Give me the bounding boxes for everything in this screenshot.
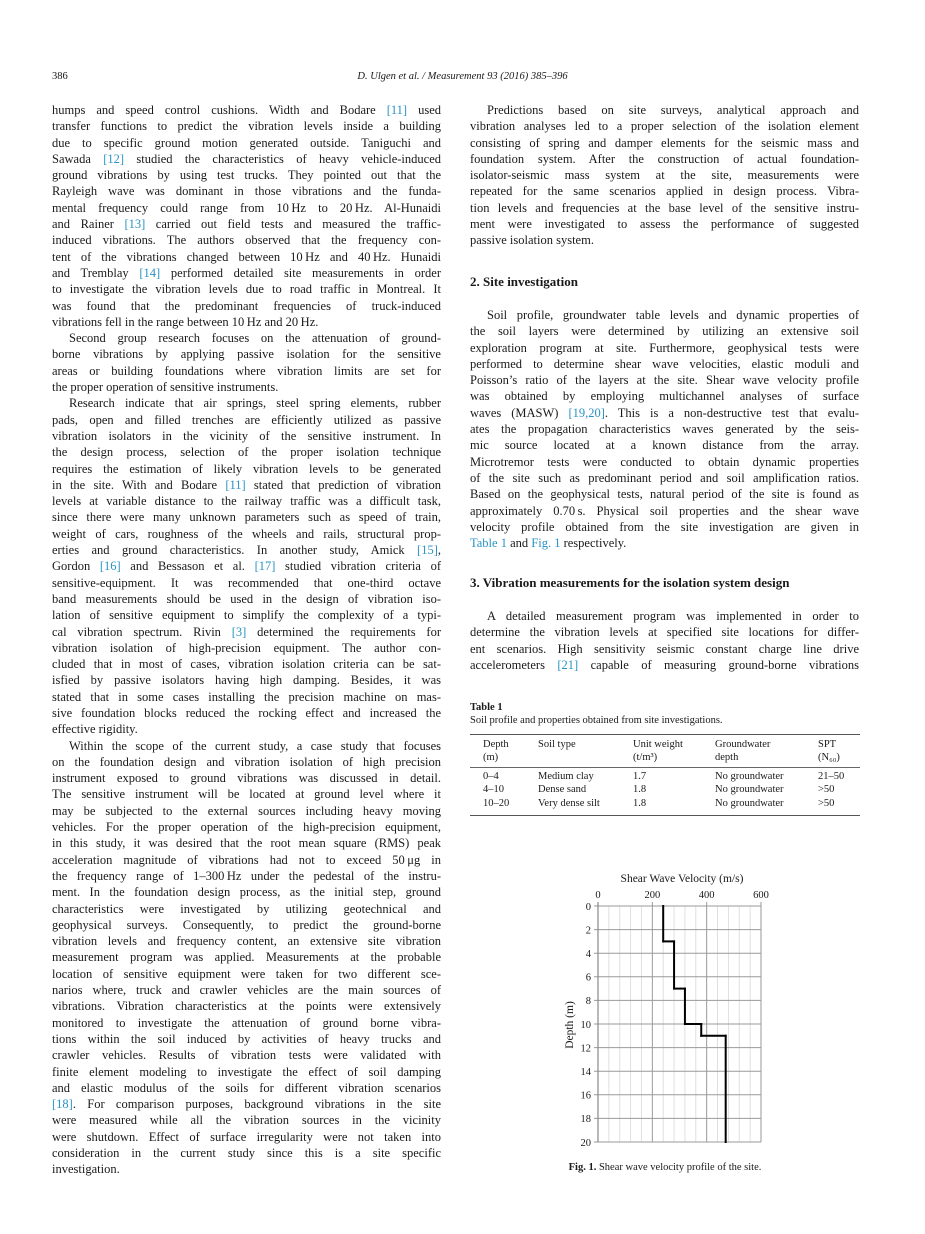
text-line: approximately 0.70 s. Physical soil properties and the shear wave — [470, 503, 859, 518]
text-line: vibration isolators in the vicinity of the sensitive instrument. In — [52, 428, 441, 443]
table-cell: Very dense silt — [538, 797, 600, 809]
header-line: Depth — [483, 738, 509, 750]
y-tick-label: 0 — [585, 901, 591, 913]
table-header-row — [483, 738, 860, 765]
citation-link[interactable]: [11] — [225, 477, 246, 492]
text-line: may be subjected to the external sources including heavy moving — [52, 803, 441, 818]
text-line: levels at variable distance to the railway traffic was a difficult task, — [52, 494, 441, 509]
text-line: determine the vibration levels at specified site locations for differ- — [470, 625, 859, 640]
shear-wave-velocity-chart — [550, 860, 790, 1160]
cross-reference-link[interactable]: Table 1 — [470, 536, 507, 551]
text-line: humps and speed control cushions. Width and Bodare [11] used — [52, 103, 441, 117]
text-line: instrument exposed to ground vibrations was discussed in detail. — [52, 771, 441, 786]
text-line: sensitive-equipment. It was recommended that one-third octave — [52, 575, 441, 590]
header-line: Unit weight — [633, 738, 683, 750]
page-number: 386 — [52, 71, 68, 82]
text-line: vibration isolation of high-precision equipment. The author con- — [52, 640, 441, 655]
citation-link[interactable]: [19,20] — [568, 405, 605, 420]
text-line: mental frequency could range from 10 Hz to 20 Hz. Al-Hunaidi — [52, 200, 441, 215]
text-line: monitored to investigate the attenuation of ground borne vibra- — [52, 1015, 441, 1030]
text-line: ment were investigated to assess the performance of suggested — [470, 217, 859, 232]
header-line: (N₆₀) — [818, 751, 840, 763]
y-tick-label: 20 — [580, 1137, 591, 1149]
text-line: location of sensitive equipment were taken for two different sce- — [52, 966, 441, 981]
table-cell: No groundwater — [715, 797, 784, 809]
figure-caption — [470, 1162, 860, 1173]
text-line: geophysical surveys. Consequently, to predict the ground-borne — [52, 917, 441, 932]
text-line: weight of cars, roughness of the wheels and rails, structural prop- — [52, 526, 441, 541]
text-line: characteristics were investigated by utilizing geotechnical and — [52, 901, 441, 916]
y-tick-label: 14 — [580, 1067, 591, 1078]
text-line: Based on the geophysical tests, natural period of the site is found as — [470, 487, 859, 502]
y-tick-label: 16 — [580, 1090, 591, 1102]
text-line: transfer functions to predict the vibration levels inside a building — [52, 119, 441, 134]
table-cell: 0–4 — [483, 770, 499, 782]
text-line: foundation system. After the construction of actual foundation- — [470, 151, 859, 166]
text-line: Second group research focuses on the attenuation of ground- — [69, 331, 441, 346]
text-line: passive isolation system. — [470, 233, 594, 248]
table-cell: 10–20 — [483, 797, 510, 809]
text-line: borne vibrations by applying passive isolation for the sensitive — [52, 347, 441, 362]
text-line: were measured while all the vibration sources in the vicinity — [52, 1113, 441, 1128]
text-line: were shutdown. Effect of surface irregularity were not taken into — [52, 1129, 441, 1144]
text-line: vibrations. Vibration characteristics at the points were extensively — [52, 999, 441, 1014]
table-caption: Soil profile and properties obtained from site investigations. — [470, 715, 723, 726]
x-tick-label: 200 — [644, 890, 661, 901]
text-line: consisting of spring and damper elements for the seismic mass and — [470, 135, 859, 150]
figure-caption-label: Fig. 1. — [568, 1162, 597, 1173]
table-cell: Dense sand — [538, 784, 587, 795]
text-line: tion levels and frequencies at the base level of the sensitive instru- — [470, 200, 859, 215]
citation-link[interactable]: [18] — [52, 1097, 73, 1112]
text-line: ates the propagation characteristics waves generated by the seis- — [470, 422, 859, 437]
y-tick-label: 2 — [585, 925, 591, 937]
text-line: band measurements should be used in the design of vibration iso- — [52, 591, 441, 606]
text-line: the frequency range of 1–300 Hz under the pedestal of the instru- — [52, 868, 441, 883]
section-vibration-measurements-body — [470, 608, 859, 673]
chart-grid — [594, 906, 761, 1142]
table-cell: 1.8 — [633, 784, 647, 795]
text-line: cluded that in most of cases, vibration isolation criteria can be sat- — [52, 657, 441, 672]
x-tick-label: 600 — [753, 890, 769, 901]
text-line: measurement program was applied. Measurements at the probable — [52, 950, 441, 965]
citation-link[interactable]: [12] — [103, 151, 125, 166]
text-line: vibrations fell in the range between 10 Hz and 20 Hz. — [52, 314, 319, 329]
y-tick-label: 18 — [580, 1114, 591, 1126]
text-line: Microtremor tests were conducted to obtain dynamic properties — [470, 454, 859, 469]
text-line: the soil layers were determined by utilizing an extensive soil — [470, 324, 859, 339]
header-line: (m) — [483, 751, 499, 763]
text-line: and Tremblay [14] performed detailed site measurements in order — [52, 265, 442, 280]
text-line: waves (MASW) [19,20]. This is a non-destructive test that evalu- — [470, 405, 859, 420]
text-line: ent scenarios. High sensitivity seismic constant charge line drive — [470, 641, 859, 656]
text-line: isolator-seismic mass system at the site, measurements were — [470, 168, 859, 183]
text-line: pads, open and filled trenches are efficiently utilized as passive — [52, 412, 441, 427]
header-line: SPT — [818, 738, 837, 750]
running-title: D. Ulgen et al. / Measurement 93 (2016) 385–396 — [357, 71, 568, 82]
text-line: stated that in some cases installing the precision machine on mas- — [52, 689, 441, 704]
header-line: Soil type — [538, 738, 576, 750]
text-line: effective rigidity. — [52, 722, 138, 737]
text-line: mic source located at a known distance from the array. — [470, 438, 859, 453]
y-axis-label: Depth (m) — [564, 1001, 576, 1049]
text-line: investigation. — [52, 1162, 120, 1177]
text-line: in the site. With and Bodare [11] stated that prediction of vibration — [52, 477, 441, 492]
table-top-rule — [470, 734, 860, 735]
header-line: Groundwater — [715, 738, 771, 750]
text-line: Gordon [16] and Bessason et al. [17] studied vibration criteria of — [52, 559, 441, 574]
table-row — [483, 770, 860, 784]
left-column — [52, 102, 441, 1178]
text-line: cal vibration spectrum. Rivin [3] determined the requirements for — [52, 624, 441, 639]
text-line: to investigate the vibration levels due to road traffic in Montreal. It — [52, 282, 441, 297]
text-line: ment. In the foundation design process, as the initial step, ground — [52, 885, 441, 900]
text-line: [18]. For comparison purposes, background vibrations in the site — [52, 1097, 441, 1112]
text-line: consideration in the current study since this is a site specific — [52, 1146, 441, 1160]
text-line: requires the estimation of likely vibration levels to be generated — [52, 461, 441, 476]
text-line: A detailed measurement program was implemented in order to — [487, 609, 859, 623]
text-line: narios where, truck and crawler vehicles are the main sources of — [52, 983, 441, 998]
citation-link[interactable]: [15] — [417, 543, 438, 558]
text-line: repeated for the same scenarios applied in design process. Vibra- — [470, 184, 859, 199]
table-cell: >50 — [818, 784, 835, 795]
citation-link[interactable]: [14] — [139, 265, 161, 280]
section-site-investigation-body — [470, 307, 859, 551]
text-line: induced vibrations. The authors observed that the frequency con- — [52, 233, 441, 248]
text-line: Predictions based on site surveys, analytical approach and — [487, 103, 859, 117]
table-cell: 4–10 — [483, 784, 504, 795]
table-cell: No groundwater — [715, 770, 784, 782]
y-tick-label: 4 — [585, 949, 591, 960]
x-tick-label: 0 — [595, 890, 601, 901]
text-line: and Rainer [13] carried out field tests and measured the traffic- — [52, 217, 441, 232]
text-line: exploration program at site. Furthermore, geophysical tests were — [470, 340, 859, 355]
table-cell: 1.7 — [633, 770, 647, 782]
text-line: Research indicate that air springs, steel spring elements, rubber — [69, 396, 441, 411]
table-header-rule — [470, 767, 860, 768]
text-line: vehicles. For the proper operation of the high-precision equipment, — [52, 820, 441, 835]
text-line: tent of the vibrations changed between 10 Hz and 40 Hz. Hunaidi — [52, 249, 441, 264]
text-line: vibration levels and frequency content, an extensive site vibration — [52, 934, 441, 949]
table-cell: 21–50 — [818, 770, 845, 782]
text-line: Soil profile, groundwater table levels and dynamic properties of — [487, 308, 859, 322]
text-line: performed to determine shear wave velocities, elastic moduli and — [470, 356, 859, 371]
table-bottom-rule — [470, 815, 860, 816]
text-line: was obtained by employing multichannel analyses of surface — [470, 389, 859, 404]
y-tick-label: 8 — [585, 996, 591, 1008]
text-line: erties and ground characteristics. In another study, Amick [15], — [52, 543, 441, 558]
y-tick-label: 10 — [580, 1019, 591, 1031]
text-line: Poisson’s ratio of the layers at the site. Shear wave velocity profile — [470, 373, 859, 388]
text-line: on the foundation design and vibration isolation of high precision — [52, 754, 441, 769]
text-line: since there were many unknown parameters such as speed of train, — [52, 510, 441, 525]
text-line: in this study, it was desired that the root mean square (RMS) peak — [52, 836, 441, 851]
text-line: Sawada [12] studied the characteristics of heavy vehicle-induced — [52, 151, 442, 166]
text-line: sive foundation blocks reduced the rocking effect and increased the — [52, 705, 441, 720]
text-line: acceleration magnitude of vibrations had not to exceed 50 μg in — [52, 852, 441, 867]
section-heading-vibration-measurements: 3. Vibration measurements for the isolation system design — [470, 575, 790, 590]
header-line: depth — [715, 751, 739, 763]
citation-link[interactable]: [11] — [386, 103, 408, 117]
text-line: tions within the soil induced by activities of heavy trucks and — [52, 1031, 441, 1046]
x-tick-label: 400 — [698, 890, 715, 901]
text-line: lation of sensitive equipment to simplify the complexity of a typi- — [52, 608, 441, 623]
table-label: Table 1 — [470, 702, 503, 713]
table-header-spt — [818, 738, 860, 765]
table-header-unit-weight — [633, 738, 715, 765]
citation-link[interactable]: [17] — [254, 559, 276, 574]
table-row — [483, 783, 860, 797]
text-line: due to specific ground motion generated outside. Taniguchi and — [52, 135, 441, 150]
table-cell: 1.8 — [633, 797, 647, 809]
text-line: the proper operation of sensitive instruments. — [52, 380, 279, 395]
text-line: accelerometers [21] capable of measuring ground-borne vibrations — [470, 657, 859, 672]
y-tick-label: 6 — [585, 972, 591, 984]
text-line: Within the scope of the current study, a case study that focuses — [69, 738, 441, 753]
table-header-depth — [483, 738, 538, 765]
text-line: was found that the predominant frequencies of truck-induced — [52, 298, 441, 313]
text-line: of the site such as predominant period and soil amplification ratios. — [470, 470, 859, 485]
citation-link[interactable]: [21] — [557, 657, 579, 672]
cross-reference-link[interactable]: Fig. 1 — [531, 536, 561, 551]
table-cell: No groundwater — [715, 784, 784, 795]
table-header-soil-type — [538, 738, 633, 765]
right-column-intro — [470, 102, 859, 249]
y-tick-label: 12 — [580, 1043, 591, 1055]
text-line: finite element modeling to investigate the effect of soil damping — [52, 1064, 441, 1079]
citation-link[interactable]: [16] — [99, 559, 121, 574]
text-line: crawler vehicles. Results of vibration tests were validated with — [52, 1048, 441, 1063]
section-heading-site-investigation: 2. Site investigation — [470, 274, 578, 289]
text-line: the design process, selection of the proper isolation technique — [52, 445, 441, 460]
text-line: areas or building foundations where vibration limits are set for — [52, 363, 441, 378]
text-line: Rayleigh wave was dominant in those vibrations and the funda- — [52, 184, 441, 199]
citation-link[interactable]: [3] — [231, 624, 247, 639]
text-line: Table 1 and Fig. 1 respectively. — [470, 536, 627, 551]
figure-caption-text: Shear wave velocity profile of the site. — [596, 1162, 762, 1173]
text-line: The sensitive instrument will be located at ground level where it — [52, 787, 441, 802]
text-line: isfied by passive isolators having high damping. Besides, it was — [52, 673, 441, 688]
table-row — [483, 797, 860, 811]
text-line: vibration analyses led to a proper selection of the isolation element — [470, 119, 859, 134]
text-line: and elastic modulus of the soils for different vibration scenarios — [52, 1080, 441, 1095]
text-line: velocity profile obtained from the site investigation are given in — [470, 519, 859, 534]
table-header-groundwater — [715, 738, 818, 765]
table-cell: >50 — [818, 797, 835, 809]
text-line: ground vibrations by using test trucks. They pointed out that the — [52, 168, 441, 183]
citation-link[interactable]: [13] — [124, 217, 146, 232]
chart-title: Shear Wave Velocity (m/s) — [620, 873, 744, 885]
header-line: (t/m³) — [633, 751, 658, 763]
table-cell: Medium clay — [538, 770, 594, 782]
